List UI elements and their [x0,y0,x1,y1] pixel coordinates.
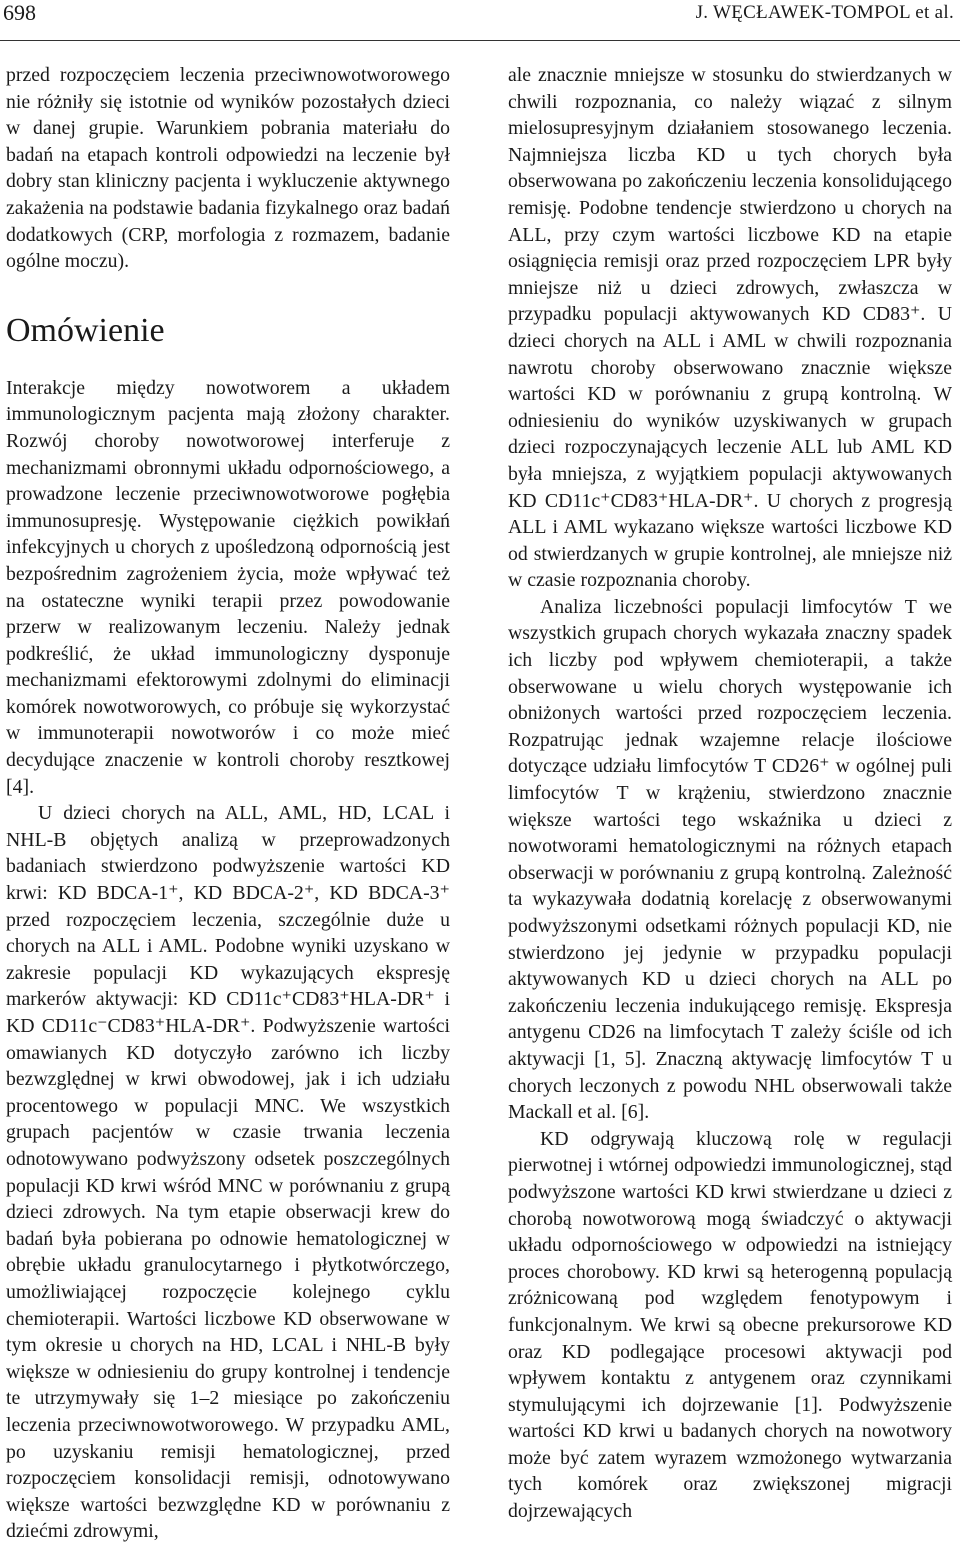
paragraph: KD odgrywają kluczową rolę w regulacji pierwotnej i wtórnej odpowiedzi immunologicznej, stąd podwyższone wartości KD krwi stwierdzane u dzieci z chorobą nowotworową mogą świadczyć o aktywacji układu odpornościowego w odpowiedzi na istniejący proces chorobowy. KD krwi są heterogenną populacją zróżnicowaną pod względem fenotypowym i funkcjonalnym. We krwi są obecne prekursorowe KD oraz KD podlegające procesowi aktywacji pod wpływem kontaktu z antygenem oraz czynnikami stymulującymi ich dojrzewanie [1]. Podwyższenie wartości KD krwi u badanych chorych na nowotwory może być zatem wyrazem wzmożonego wytwarzania tych komórek oraz zwiększonej migracji dojrzewających [508,1127,952,1523]
paragraph: U dzieci chorych na ALL, AML, HD, LCAL i NHL-B objętych analizą w przeprowadzonych badaniach stwierdzono podwyższenie wartości KD krwi: KD BDCA-1⁺, KD BDCA-2⁺, KD BDCA-3⁺ przed rozpoczęciem leczenia, szczególnie duże u chorych na ALL i AML. Podobne wyniki uzyskano w zakresie populacji KD wykazujących ekspresję markerów aktywacji: KD CD11c⁺CD83⁺HLA-DR⁺ i KD CD11c⁻CD83⁺HLA-DR⁺. Podwyższenie wartości omawianych KD dotyczyło zarówno ich liczby bezwzględnej w krwi obwodowej, jak i ich udziału procentowego w populacji MNC. We wszystkich grupach pacjentów w czasie trwania leczenia odnotowywano podwyższony odsetek poszczególnych populacji KD krwi wśród MNC w porównaniu z grupą dzieci zdrowych. Na tym etapie obserwacji krew do badań była pobierana po odnowie hematologicznej w obrębie układu granulocytarnego i płytkotwórczego, umożliwiającej rozpoczęcie kolejnego cyklu chemioterapii. Wartości liczbowe KD obserwowane w tym okresie u chorych na HD, LCAL i NHL-B były większe w odniesieniu do grupy kontrolnej i tendencje te utrzymywały się 1–2 miesiące po zakończeniu leczenia przeciwnowotworowego. W przypadku AML, po uzyskaniu remisji hematologicznej, przed rozpoczęciem konsolidacji remisji, odnotowywano większe wartości bezwzględne KD w porównaniu z dziećmi zdrowymi, [6,802,450,1543]
section-heading: Omówienie [6,311,165,349]
left-column [6,62,450,1545]
page-header [0,0,960,41]
page-number: 698 [3,0,36,25]
running-head: J. WĘCŁAWEK-TOMPOL et al. [695,2,954,23]
paragraph: Interakcje między nowotworem a układem immunologicznym pacjenta mają złożony charakter. Rozwój choroby nowotworowej interferuje z mechanizmami obronnymi układu odpornościowego, a prowadzone leczenie przeciwnowotworowe pogłębia immunosupresję. Występowanie ciężkich powikłań infekcyjnych u chorych z upośledzoną odpornością jest bezpośrednim zagrożeniem życia, może wpływać też na ostateczne wyniki terapii przez powodowanie przerw w realizowanym leczeniu. Należy jednak podkreślić, że układ immunologiczny dysponuje mechanizmami efektorowymi zdolnymi do eliminacji komórek nowotworowych, co próbuje się wykorzystać w immunoterapii nowotworów i co może mieć decydujące znaczenie w kontroli choroby resztkowej [4]. [6,376,450,798]
paragraph-intro: przed rozpoczęciem leczenia przeciwnowotworowego nie różniły się istotnie od wyników pozostałych dzieci w danej grupie. Warunkiem pobrania materiału do badań na etapach kontroli odpowiedzi na leczenie był dobry stan kliniczny pacjenta i wykluczenie aktywnego zakażenia na podstawie badania fizykalnego oraz badań dodatkowych (CRP, morfologia z rozmazem, badanie ogólne moczu). [6,64,450,273]
right-column [508,62,952,1525]
paragraph: Analiza liczebności populacji limfocytów T we wszystkich grupach chorych wykazała znaczny spadek ich liczby pod wpływem chemioterapii, a także obserwowane u wielu chorych występowanie ich obniżonych wartości przed rozpoczęciem leczenia. Rozpatrując jednak wzajemne relacje ilościowe dotyczące udziału limfocytów T CD26⁺ w ogólnej puli limfocytów T w krążeniu, stwierdzono znacznie większe wartości tego wskaźnika u dzieci z nowotworami hematologicznymi na różnych etapach obserwacji w porównaniu z grupą kontrolną. Zależność ta wykazywała dodatnią korelację z obserwowanymi podwyższonymi odsetkami różnych populacji KD, nie stwierdzono jej jedynie w przypadku populacji aktywowanych KD u dzieci chorych na ALL po zakończeniu leczenia indukującego remisję. Ekspresja antygenu CD26 na limfocytach T zależy ściśle od ich aktywacji [1, 5]. Znaczną aktywację limfocytów T u chorych leczonych z powodu NHL obserwowali także Mackall et al. [6]. [508,595,952,1124]
paragraph: ale znacznie mniejsze w stosunku do stwierdzanych w chwili rozpoznania, co należy wiązać z silnym mielosupresyjnym działaniem stosowanego leczenia. Najmniejsza liczba KD u tych chorych była obserwowana po zakończeniu leczenia konsolidującego remisję. Podobne tendencje stwierdzono u chorych na ALL, przy czym wartości liczbowe KD na etapie osiągnięcia remisji oraz przed rozpoczęciem LPR były mniejsze niż u dzieci zdrowych, zwłaszcza w przypadku populacji aktywowanych KD CD83⁺. U dzieci chorych na ALL i AML w chwili rozpoznania nawrotu choroby obserwowano znacznie większe wartości KD w porównaniu z grupą kontrolną. W odniesieniu do wyników uzyskiwanych w grupach dzieci rozpoczynających leczenie ALL lub AML KD była mniejsza, z wyjątkiem populacji aktywowanych KD CD11c⁺CD83⁺HLA-DR⁺. U chorych z progresją ALL i AML wykazano większe wartości liczbowe KD od stwierdzanych w grupie kontrolnej, ale mniejsze niż w czasie rozpoznania choroby. [508,64,952,592]
